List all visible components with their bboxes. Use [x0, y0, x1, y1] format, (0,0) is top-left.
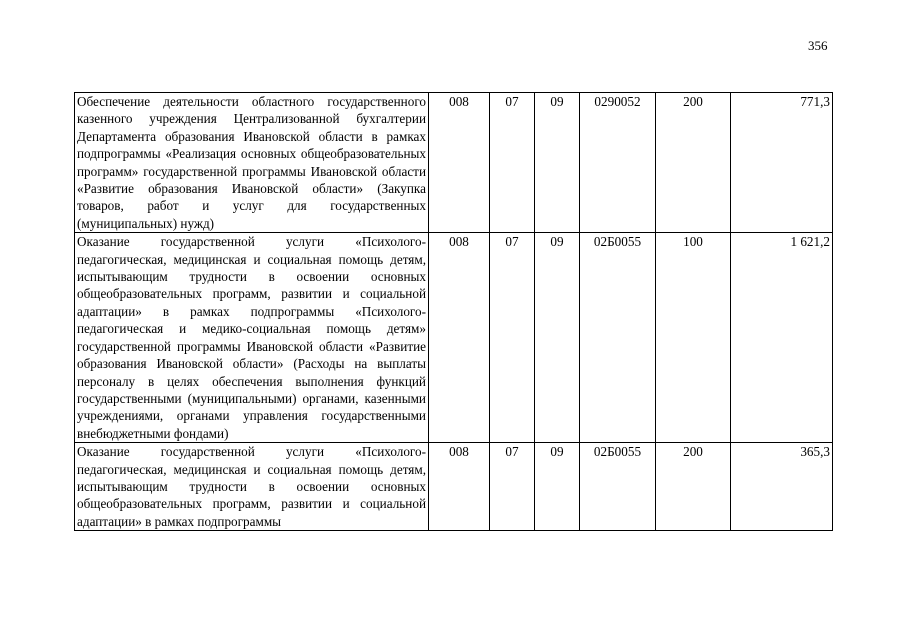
row-amount: 365,3 — [731, 443, 833, 531]
row-expense-type: 200 — [656, 443, 731, 531]
row-subsection-code: 09 — [535, 93, 580, 233]
row-section-code: 07 — [490, 93, 535, 233]
budget-table — [74, 92, 833, 531]
row-target-article: 02Б0055 — [580, 443, 656, 531]
row-ministry-code: 008 — [429, 93, 490, 233]
page-number: 356 — [808, 38, 828, 53]
row-subsection-code: 09 — [535, 443, 580, 531]
row-description: Оказание государственной услуги «Психолого-педагогическая, медицинская и социальная помощь детям, испытывающим трудности в освоении основных общеобразовательных программ, развитии и социальной адаптации» в рамках подпрограммы «Психолого-педагогическая и медико-социальная помощь детям» государственной программы Ивановской области «Развитие образования Ивановской области» (Расходы на выплаты персоналу в целях обеспечения выполнения функций государственными (муниципальными) органами, казенными учреждениями, органами управления государственными внебюджетными фондами) — [75, 233, 429, 443]
row-section-code: 07 — [490, 443, 535, 531]
table-row — [75, 233, 833, 443]
row-expense-type: 200 — [656, 93, 731, 233]
row-target-article: 02Б0055 — [580, 233, 656, 443]
row-description: Оказание государственной услуги «Психолого-педагогическая, медицинская и социальная помощь детям, испытывающим трудности в освоении основных общеобразовательных программ, развитии и социальной адаптации» в рамках подпрограммы — [75, 443, 429, 531]
row-ministry-code: 008 — [429, 443, 490, 531]
row-target-article: 0290052 — [580, 93, 656, 233]
row-ministry-code: 008 — [429, 233, 490, 443]
row-amount: 771,3 — [731, 93, 833, 233]
row-amount: 1 621,2 — [731, 233, 833, 443]
row-description: Обеспечение деятельности областного государственного казенного учреждения Централизованной бухгалтерии Департамента образования Ивановской области в рамках подпрограммы «Реализация основных общеобразовательных программ» государственной программы Ивановской области «Развитие образования Ивановской области» (Закупка товаров, работ и услуг для государственных (муниципальных) нужд) — [75, 93, 429, 233]
table-row — [75, 93, 833, 233]
row-subsection-code: 09 — [535, 233, 580, 443]
row-expense-type: 100 — [656, 233, 731, 443]
table-row — [75, 443, 833, 531]
row-section-code: 07 — [490, 233, 535, 443]
